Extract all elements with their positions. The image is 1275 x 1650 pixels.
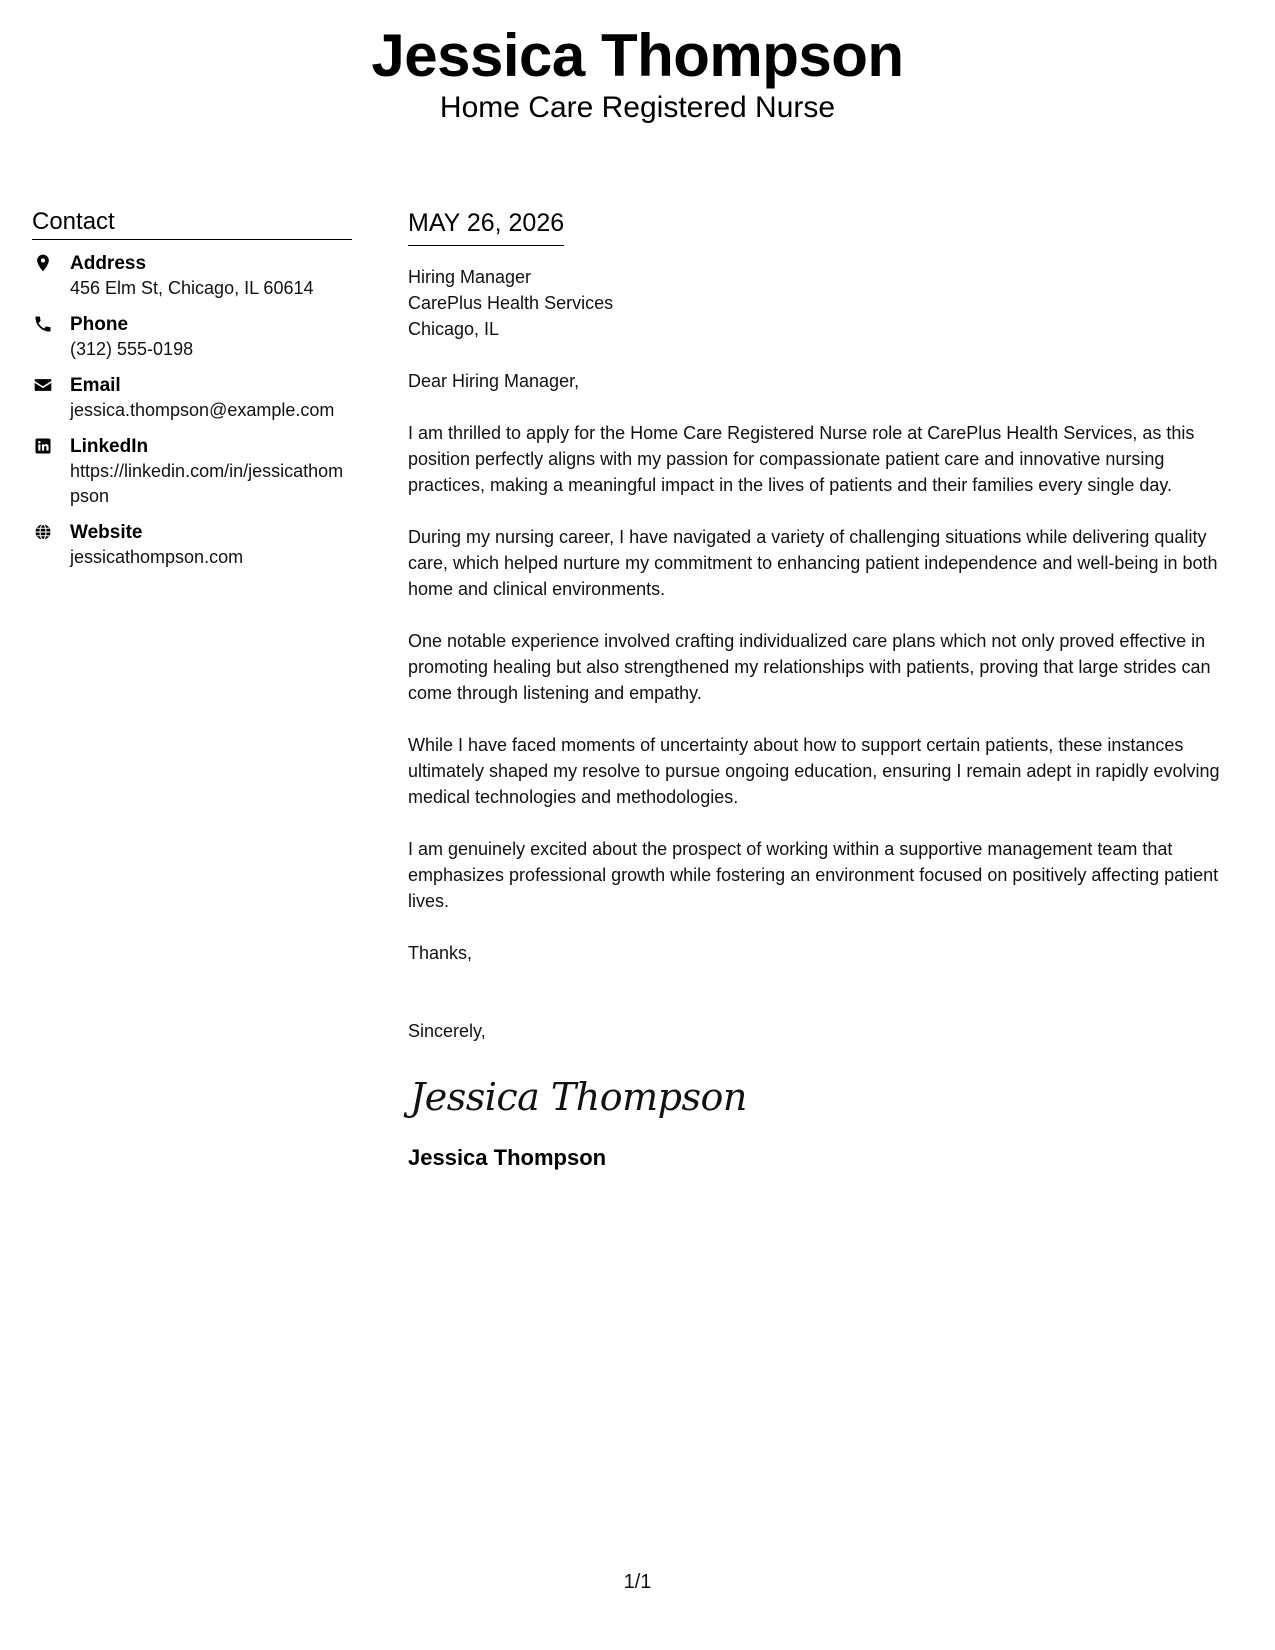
applicant-name: Jessica Thompson (371, 22, 904, 89)
closing: Thanks, (408, 943, 473, 963)
address-value: 456 Elm St, Chicago, IL 60614 (70, 278, 314, 298)
paragraph: I am genuinely excited about the prospect of working within a supportive management team that emphasizes professional growth while fostering an environment focused on positively affecting patient lives. (408, 839, 1219, 911)
contact-sidebar (32, 207, 352, 582)
signoff: Sincerely, (408, 1021, 486, 1041)
paragraph: During my nursing career, I have navigated a variety of challenging situations while delivering quality care, which helped nurture my commitment to enhancing patient independence and well-being in both home and clinical environments. (408, 527, 1218, 599)
map-pin-icon (32, 252, 54, 274)
contact-linkedin (32, 435, 352, 509)
salutation: Dear Hiring Manager, (408, 371, 580, 391)
linkedin-value[interactable]: https://linkedin.com/in/jessicathompson (70, 461, 344, 506)
paragraph: One notable experience involved crafting individualized care plans which not only proved effective in promoting healing but also strengthened my relationships with patients, proving that large strides can come through listening and empathy. (408, 631, 1211, 703)
recipient-name: Hiring Manager (408, 267, 532, 287)
recipient-company: CarePlus Health Services (408, 293, 614, 313)
contact-phone (32, 313, 352, 362)
website-label: Website (70, 522, 143, 543)
contact-email (32, 374, 352, 423)
phone-label: Phone (70, 314, 129, 335)
recipient-block (408, 264, 1244, 342)
contact-website (32, 521, 352, 570)
linkedin-label: LinkedIn (70, 436, 149, 457)
letter-header (0, 20, 1275, 126)
signature-script: Jessica Thompson (410, 1075, 747, 1119)
phone-icon (32, 313, 54, 335)
contact-list (32, 252, 352, 570)
letter-date: MAY 26, 2026 (408, 207, 564, 246)
website-value[interactable]: jessicathompson.com (70, 547, 244, 567)
email-label: Email (70, 375, 121, 396)
contact-heading: Contact (32, 207, 352, 240)
handwritten-signature (408, 1066, 1244, 1124)
signer-name: Jessica Thompson (408, 1145, 607, 1170)
recipient-location: Chicago, IL (408, 319, 500, 339)
linkedin-icon (32, 435, 54, 457)
letter-body (408, 207, 1244, 1172)
email-value[interactable]: jessica.thompson@example.com (70, 400, 335, 420)
globe-icon (32, 521, 54, 543)
page-number: 1/1 (623, 1571, 652, 1593)
contact-address (32, 252, 352, 301)
job-title: Home Care Registered Nurse (439, 91, 836, 124)
paragraph: I am thrilled to apply for the Home Care Registered Nurse role at CarePlus Health Services, as this position perfectly aligns with my passion for compassionate patient care and innovative nursing practices, making a meaningful impact in the lives of patients and their families every single day. (408, 423, 1195, 495)
address-label: Address (70, 253, 147, 274)
envelope-icon (32, 374, 54, 396)
paragraph: While I have faced moments of uncertainty about how to support certain patients, these instances ultimately shaped my resolve to pursue ongoing education, ensuring I remain adept in rapidly evolving medical technologies and methodologies. (408, 735, 1220, 807)
phone-value: (312) 555-0198 (70, 339, 194, 359)
